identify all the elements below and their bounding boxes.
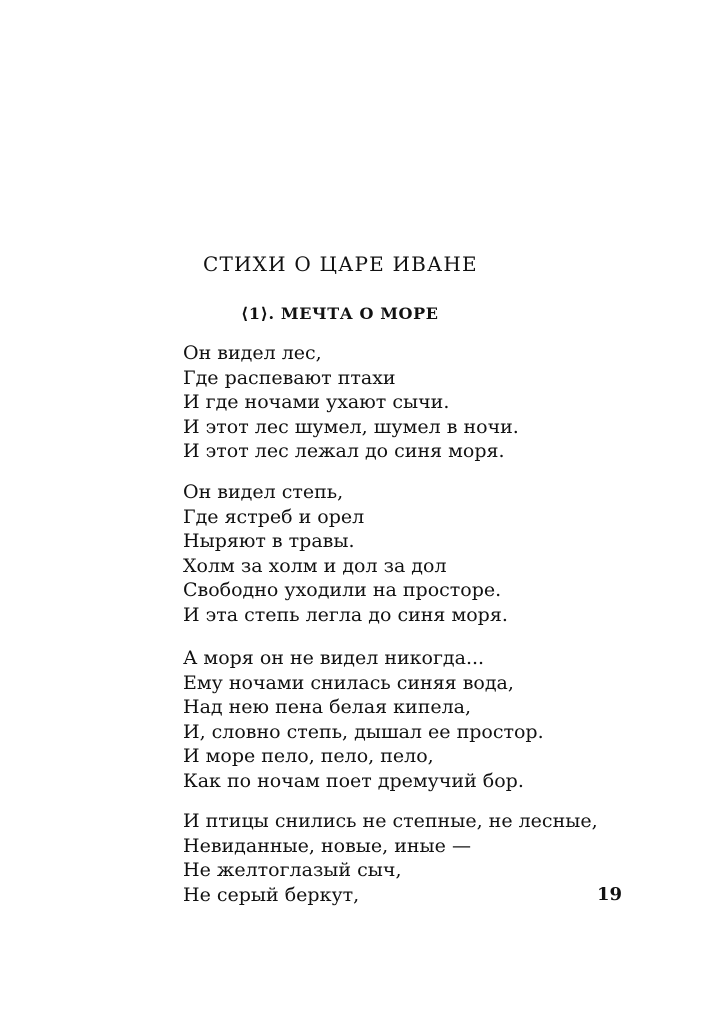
stanza-3 <box>183 646 544 794</box>
poem-line: И, словно степь, дышал ее простор. <box>183 720 544 743</box>
poem-line: Ныряют в травы. <box>183 530 355 553</box>
poem-line: Не серый беркут, <box>183 883 360 906</box>
poem-line: И этот лес лежал до синя моря. <box>183 440 505 463</box>
poem-line: Ему ночами снилась синяя вода, <box>183 671 514 694</box>
poem-line: Свободно уходили на просторе. <box>183 579 502 602</box>
poem-line: А моря он не видел никогда... <box>183 647 485 669</box>
poem-line: Не желтоглазый сыч, <box>183 859 402 882</box>
poem-line: Холм за холм и дол за дол <box>183 554 447 577</box>
poem-line: И эта степь легла до синя моря. <box>183 603 508 626</box>
poem-line: Где распевают птахи <box>183 366 396 389</box>
poem-line: Он видел лес, <box>183 342 322 364</box>
stanza-1 <box>183 341 519 464</box>
page-title: СТИХИ О ЦАРЕ ИВАНЕ <box>203 252 478 276</box>
poem-line: Невиданные, новые, иные — <box>183 834 471 857</box>
poem-line: Где ястреб и орел <box>183 505 365 528</box>
poem-subtitle: ⟨1⟩. МЕЧТА О МОРЕ <box>241 304 439 323</box>
poem-line: И этот лес шумел, шумел в ночи. <box>183 415 519 438</box>
poem-line: И море пело, пело, пело, <box>183 745 434 768</box>
page-number: 19 <box>597 884 623 905</box>
poem-line: Как по ночам поет дремучий бор. <box>183 769 524 792</box>
stanza-4 <box>183 809 598 907</box>
stanza-2 <box>183 480 508 628</box>
poem-line: И птицы снились не степные, не лесные, <box>183 810 598 832</box>
poem-line: Над нею пена белая кипела, <box>183 696 472 719</box>
poem-line: И где ночами ухают сычи. <box>183 391 450 414</box>
poem-line: Он видел степь, <box>183 481 344 503</box>
